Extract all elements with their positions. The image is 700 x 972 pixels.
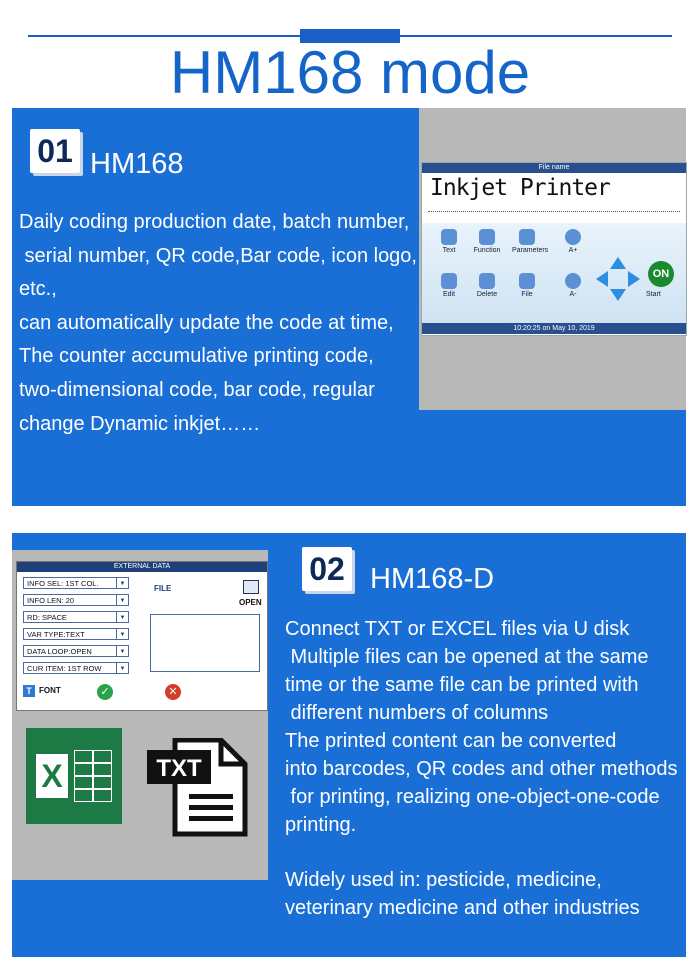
section2-line: printing. [285, 814, 357, 836]
screen-control-panel [422, 223, 686, 323]
excel-letter: X [36, 754, 68, 798]
minus-icon [565, 273, 581, 289]
rd-select[interactable] [23, 611, 129, 623]
section2-usage-line: veterinary medicine and other industries [285, 897, 640, 919]
open-button[interactable]: OPEN [239, 598, 262, 607]
file-label: FILE [154, 584, 172, 593]
trash-icon [479, 273, 495, 289]
section2-line: for printing, realizing one-object-one-code [285, 786, 660, 808]
confirm-check-icon[interactable]: ✓ [97, 684, 113, 700]
txt-file-icon [145, 738, 249, 838]
screen-status-bar: 10:20:25 on May 10, 2019 [422, 323, 686, 334]
page-title: HM168 mode [169, 39, 531, 106]
section1-line: serial number, QR code,Bar code, icon logo, [19, 244, 417, 267]
chevron-down-icon: ▼ [116, 578, 128, 588]
start-label: Start [646, 291, 661, 298]
external-data-header: EXTERNAL DATA [17, 562, 267, 572]
section1-line: can automatically update the code at time, [19, 311, 394, 334]
edit-button-label: Edit [442, 291, 456, 298]
settings-icon [519, 229, 535, 245]
file-list-box[interactable] [150, 614, 260, 672]
font-button[interactable]: FONT [39, 686, 61, 695]
section2-line: Multiple files can be opened at the same [285, 646, 649, 668]
font-icon: T [23, 685, 35, 697]
printer-screen [421, 162, 687, 336]
section2-usage-line: Widely used in: pesticide, medicine, [285, 869, 602, 891]
section1-line: The counter accumulative printing code, [19, 345, 374, 368]
section2-line: The printed content can be converted [285, 730, 617, 752]
info-sel-value: INFO SEL: 1ST COL. [27, 579, 99, 588]
screen-file-name-bar: File name [422, 163, 686, 173]
section1-description [19, 206, 417, 441]
text-icon [441, 229, 457, 245]
function-button[interactable] [472, 229, 502, 254]
edit-button[interactable] [434, 273, 464, 298]
plus-icon [565, 229, 581, 245]
info-sel-select[interactable] [23, 577, 129, 589]
section2-usage [285, 866, 640, 922]
chevron-down-icon: ▼ [116, 646, 128, 656]
text-button-label: Text [442, 247, 456, 254]
edit-icon [441, 273, 457, 289]
grid-icon [479, 229, 495, 245]
rd-value: RD: SPACE [27, 613, 67, 622]
section1-line: two-dimensional code, bar code, regular [19, 378, 375, 401]
section1-line: Daily coding production date, batch number, [19, 211, 410, 233]
cur-item-value: CUR ITEM: 1ST ROW [27, 664, 102, 673]
section1-number-badge: 01 [30, 129, 80, 173]
var-type-value: VAR TYPE:TEXT [27, 630, 85, 639]
parameters-button[interactable] [512, 229, 549, 254]
zoom-in-button[interactable] [558, 229, 588, 254]
function-button-label: Function [473, 247, 501, 254]
chevron-down-icon: ▼ [116, 612, 128, 622]
data-loop-value: DATA LOOP:OPEN [27, 647, 92, 656]
section2-line: into barcodes, QR codes and other methods [285, 758, 678, 780]
data-loop-select[interactable] [23, 645, 129, 657]
section1-line: change Dynamic inkjet…… [19, 412, 261, 435]
chevron-down-icon: ▼ [116, 663, 128, 673]
section2-title: HM168-D [370, 563, 495, 595]
section2-description [285, 615, 677, 839]
file-button-label: File [521, 291, 533, 298]
section1-title: HM168 [90, 148, 184, 180]
txt-label: TXT [156, 755, 202, 782]
info-len-select[interactable] [23, 594, 129, 606]
parameters-button-label: Parameters [512, 247, 549, 254]
var-type-select[interactable] [23, 628, 129, 640]
info-len-value: INFO LEN: 20 [27, 596, 75, 605]
screen-ruler [428, 211, 680, 218]
cur-item-select[interactable] [23, 662, 129, 674]
file-icon [519, 273, 535, 289]
excel-icon [26, 728, 122, 824]
file-button[interactable] [512, 273, 542, 298]
external-data-dialog [16, 561, 268, 711]
section2-number-badge: 02 [302, 547, 352, 591]
section2-line: Connect TXT or EXCEL files via U disk [285, 618, 630, 640]
spreadsheet-grid-icon [74, 750, 112, 802]
zoom-out-button[interactable] [558, 273, 588, 298]
zoom-out-label: A- [569, 291, 577, 298]
section1-line: etc., [19, 278, 57, 301]
zoom-in-label: A+ [568, 247, 578, 254]
open-book-icon[interactable] [243, 580, 259, 594]
delete-button[interactable] [472, 273, 502, 298]
chevron-down-icon: ▼ [116, 595, 128, 605]
cancel-x-icon[interactable]: ✕ [165, 684, 181, 700]
direction-arrows-icon[interactable] [594, 255, 642, 303]
on-start-button[interactable]: ON [648, 261, 674, 287]
delete-button-label: Delete [476, 291, 498, 298]
screen-heading: Inkjet Printer [430, 175, 610, 201]
text-button[interactable] [434, 229, 464, 254]
chevron-down-icon: ▼ [116, 629, 128, 639]
section2-line: time or the same file can be printed with [285, 674, 639, 696]
section2-line: different numbers of columns [285, 702, 549, 724]
